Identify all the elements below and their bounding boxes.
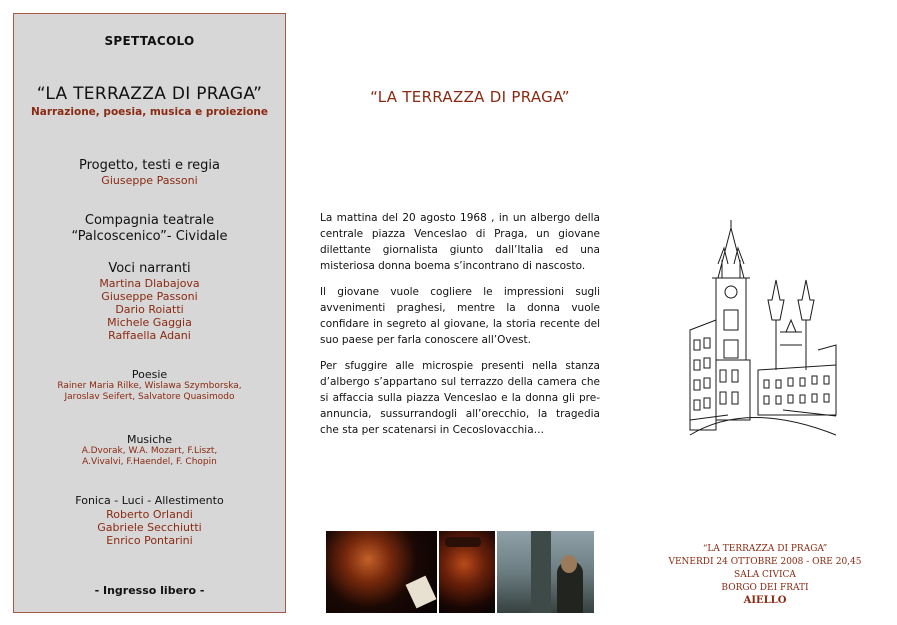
- voice-name: Dario Roiatti: [115, 303, 184, 316]
- synopsis-paragraph-1: La mattina del 20 agosto 1968 , in un albergo della centrale piazza Venceslao di Praga, un giovane dilettante giornalista giunto dall’Italia ed una misteriosa donna boema s’incontrano di nascosto.: [320, 212, 600, 272]
- event-street: BORGO DEI FRATI: [721, 583, 809, 593]
- music-line-2: A.Vivalvi, F.Haendel, F. Chopin: [82, 457, 217, 467]
- synopsis-paragraph-3: Per sfuggire alle microspie presenti nella stanza d’albergo s’appartano sul terrazzo della camera che si affaccia sulla piazza Venceslao e la donna gli pre-annuncia, sussurrandogli all’orecchio, la tragedia che sta per scatenarsi in Cecoslovacchia…: [320, 360, 600, 436]
- tech-name: Roberto Orlandi: [106, 508, 193, 521]
- event-title: “LA TERRAZZA DI PRAGA”: [702, 544, 828, 554]
- photo-actress-singing: [326, 531, 437, 613]
- synopsis-paragraph-2: Il giovane vuole cogliere le impressioni sugli avvenimenti praghesi, mentre la donna vuole confidare in segreto al giovane, la storia recente del suo paese per farla conoscere all’Ovest.: [320, 286, 600, 346]
- poetry-line-2: Jaroslav Seifert, Salvatore Quasimodo: [64, 392, 235, 402]
- panel-title: “LA TERRAZZA DI PRAGA”: [36, 84, 263, 104]
- event-datetime: VENERDI 24 OTTOBRE 2008 - ORE 20,45: [668, 557, 862, 567]
- tech-name: Gabriele Secchiutti: [97, 521, 202, 534]
- voice-name: Raffaella Adani: [108, 329, 191, 342]
- company-line-2: “Palcoscenico”- Cividale: [71, 229, 228, 244]
- photo-tower-and-actor: [497, 531, 594, 613]
- voices-list: [14, 277, 285, 342]
- voice-name: Martina Dlabajova: [99, 277, 200, 290]
- project-heading: Progetto, testi e regia: [78, 158, 220, 173]
- tech-list: [14, 508, 285, 547]
- project-name: Giuseppe Passoni: [101, 174, 198, 187]
- tech-heading: Fonica - Luci - Allestimento: [75, 494, 224, 507]
- event-town: AIELLO: [743, 595, 787, 606]
- panel-subtitle: Narrazione, poesia, musica e proiezione: [30, 106, 269, 118]
- voices-heading: Voci narranti: [108, 261, 191, 276]
- poetry-heading: Poesie: [131, 368, 168, 381]
- voice-name: Giuseppe Passoni: [101, 290, 198, 303]
- poetry-line-1: Rainer Maria Rilke, Wislawa Szymborska,: [57, 381, 242, 391]
- company-line-1: Compagnia teatrale: [84, 213, 215, 228]
- free-entry-note: - Ingresso libero -: [94, 584, 205, 597]
- music-line-1: A.Dvorak, W.A. Mozart, F.Liszt,: [81, 446, 218, 456]
- tech-name: Enrico Pontarini: [106, 534, 193, 547]
- voice-name: Michele Gaggia: [107, 316, 192, 329]
- music-heading: Musiche: [126, 433, 173, 446]
- prague-sketch-illustration: [688, 220, 838, 440]
- photo-actor-with-cap: [439, 531, 495, 613]
- main-title: “LA TERRAZZA DI PRAGA”: [370, 88, 570, 106]
- credits-panel: [13, 13, 286, 613]
- show-type-label: SPETTACOLO: [104, 34, 195, 48]
- event-venue: SALA CIVICA: [734, 570, 796, 580]
